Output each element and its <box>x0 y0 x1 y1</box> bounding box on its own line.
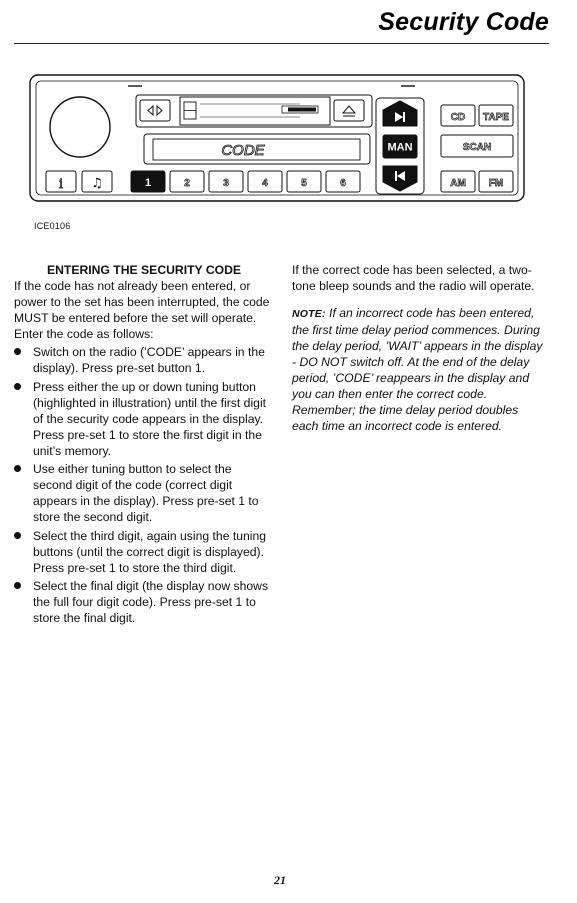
figure-id: ICE0106 <box>34 221 71 231</box>
display-text: CODE <box>221 142 265 159</box>
intro-paragraph: If the code has not already been entered, or power to the set has been interrupted, the code MUST be entered before the set will operate. Enter the code as follows: <box>14 279 270 341</box>
page-title: Security Code <box>378 8 549 36</box>
result-paragraph: If the correct code has been selected, a two-tone bleep sounds and the radio will operate. <box>292 263 535 293</box>
steps-list <box>14 344 272 626</box>
svg-text:FM: FM <box>488 178 504 189</box>
step-text: Switch on the radio (’CODE’ appears in the display). Press pre-set button 1. <box>33 345 265 375</box>
list-item <box>14 461 272 525</box>
bullet-icon <box>14 348 21 355</box>
volume-knob <box>50 97 110 157</box>
bullet-icon <box>14 465 21 472</box>
svg-text:1: 1 <box>144 177 152 189</box>
section-heading: ENTERING THE SECURITY CODE <box>46 263 242 277</box>
fast-wind-button <box>140 100 170 121</box>
step-text: Select the final digit (the display now shows the full four digit code). Press pre-set 1 to store the final digit. <box>33 579 269 626</box>
svg-text:i: i <box>58 176 64 192</box>
step-text: Use either tuning button to select the second digit of the code (correct digit appears in the display). Press pre-set 1 to store the second digit. <box>33 462 259 525</box>
step-text: Select the third digit, again using the tuning buttons (until the correct digit is displayed). Press pre-set 1 to store the third digit. <box>33 528 267 575</box>
list-item <box>14 344 272 376</box>
note-label: NOTE: <box>292 308 326 320</box>
left-column <box>14 262 272 629</box>
svg-text:MAN: MAN <box>387 141 413 154</box>
bullet-icon <box>14 532 21 539</box>
note-text: If an incorrect code has been entered, the first time delay period commences. During the delay period, ’WAIT’ appears in the display - DO NOT switch off. At the end of the delay period, ’CODE’ reappears in the display and you can then enter the correct code. Remember; the time delay period doubles each time an incorrect code is entered. <box>292 306 543 433</box>
list-item <box>14 578 272 626</box>
radio-illustration <box>0 0 577 240</box>
list-item <box>14 379 272 459</box>
list-item <box>14 528 272 576</box>
svg-text:AM: AM <box>450 178 466 189</box>
bullet-icon <box>14 582 21 589</box>
svg-text:5: 5 <box>301 178 307 189</box>
svg-text:CD: CD <box>450 112 466 123</box>
note-paragraph <box>292 305 544 434</box>
svg-text:SCAN: SCAN <box>462 142 492 153</box>
bullet-icon <box>14 383 21 390</box>
step-text: Press either the up or down tuning button (highlighted in illustration) until the first digit of the security code appears in the display. Press pre-set 1 to store the first digit in the unit’s memory. <box>33 379 267 458</box>
svg-text:2: 2 <box>184 178 190 189</box>
right-column <box>292 262 544 434</box>
svg-text:3: 3 <box>223 178 229 189</box>
svg-text:4: 4 <box>262 178 268 189</box>
svg-text:TAPE: TAPE <box>483 112 509 123</box>
page-number: 21 <box>274 873 286 887</box>
svg-text:♫: ♫ <box>91 176 103 191</box>
svg-text:6: 6 <box>340 178 346 189</box>
eject-button <box>334 100 364 121</box>
